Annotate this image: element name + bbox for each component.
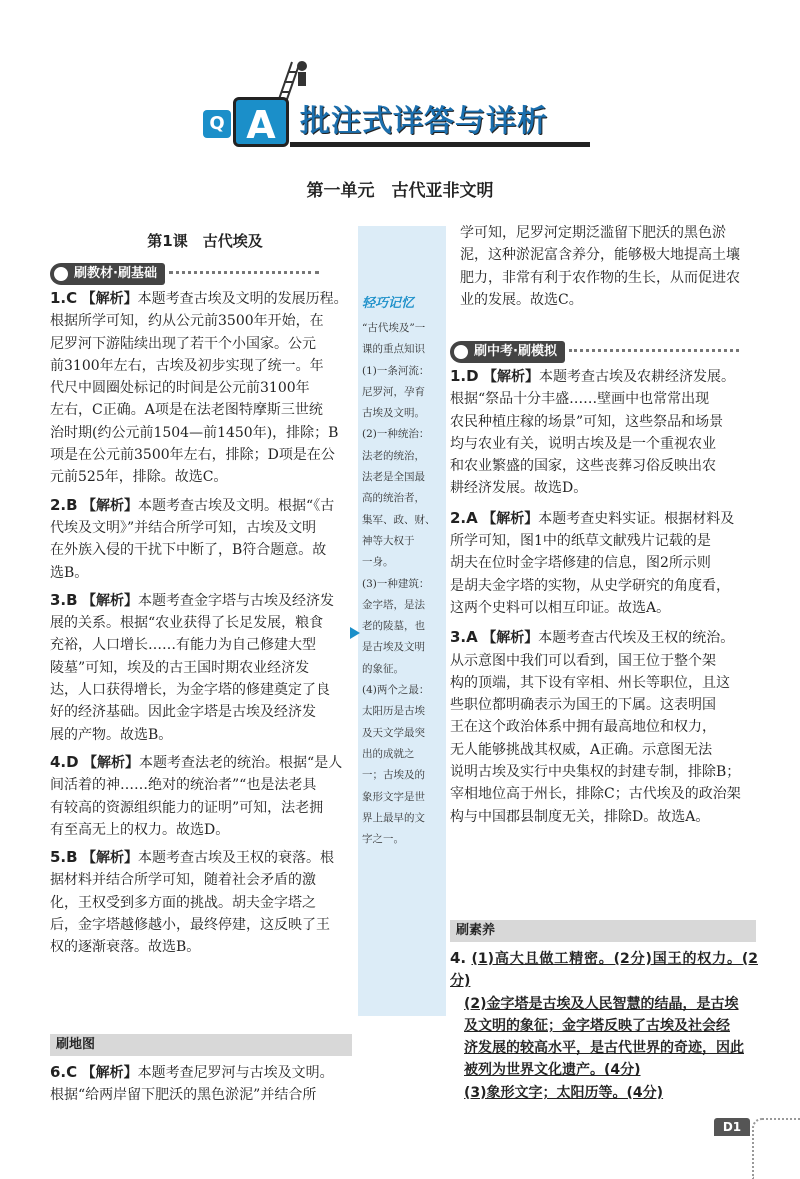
section-map: 刷地图 <box>50 1034 352 1056</box>
header-q-badge: Q <box>203 110 231 138</box>
sidebar-line: 古埃及文明。 <box>362 407 425 420</box>
sidebar-line: 尼罗河，孕育 <box>362 385 425 398</box>
sidebar-line: (2)一种统治： <box>362 428 430 441</box>
sidebar-line: 老的陵墓，也 <box>362 620 425 633</box>
answer-block-1: 1.C 【解析】本题考查古埃及文明的发展历程。 根据所学可知，约从公元前3500年开始，在 尼罗河下游陆续出现了若干个小国家。公元 前3100年左右，古埃及初步实现了统一。年 代尺中圆圈处标记的时间是公元前3100年 左右，C正确。A项是在法老图特摩斯三世统 治时期(约公元前1504—前1450年)，排除；B 项是在公元前3500年左右，排除；D项是在公 元前525年，排除。故选C。 2.B 【解析】本题考查古埃及文明。根据“《古 代埃及文明》”并结合所学可知，古埃及文明 在外族入侵的干扰下中断了，B符合题意。故 选B。 3.B 【解析】本题考查金字塔与古埃及经济发 展的关系。根据“农业获得了长足发展，粮食 充裕，人口增长……有能力为自己修建大型 陵墓”可知，埃及的古王国时期农业经济发 达，人口获得增长，为金字塔的修建奠定了良 好的经济基础。因此金字塔是古埃及经济发 展的产物。故选B。 4.D 【解析】本题考查法老的统治。根据“是人 间活着的神……绝对的统治者”“也是法老具 有较高的资源组织能力的证明”可知，法老拥 有至高无上的权力。故选D。 5.B 【解析】本题考查古埃及王权的衰落。根 据材料并结合所学可知，随着社会矛盾的激 化，王权受到多方面的挑战。胡夫金字塔之 后，金字塔越修越小，最终停建，这反映了王 权的逐渐衰落。故选B。 <box>50 289 348 956</box>
brush-icon <box>452 343 470 361</box>
sidebar-line: 法老是全国最 <box>362 471 425 484</box>
sidebar-line: 集军、政、财、 <box>362 513 436 526</box>
sidebar-line: (1)一条河流： <box>362 364 430 377</box>
sidebar-line: 是古埃及文明 <box>362 641 425 654</box>
sidebar-line: 一身。 <box>362 556 394 569</box>
continuation-block: 学可知，尼罗河定期泛滥留下肥沃的黑色淤 泥，这种淤泥富含养分，能够极大地提高土壤 肥力，非常有利于农作物的生长，从而促进农 业的发展。故选C。 <box>460 225 740 308</box>
sidebar-line: (4)两个之最： <box>362 684 430 697</box>
section-literacy: 刷素养 <box>450 920 756 942</box>
sidebar-line: 法老的统治， <box>362 449 425 462</box>
lesson-title: 第1课 古代埃及 <box>147 232 263 250</box>
sidebar-heading: 轻巧记忆 <box>362 296 415 311</box>
sidebar-line: 的象征。 <box>362 662 404 675</box>
header-a-badge: A <box>233 97 289 147</box>
sidebar-line: 象形文字是世 <box>362 790 425 803</box>
sidebar-line: 金字塔，是法 <box>362 598 425 611</box>
page-corner-decoration <box>752 1118 800 1179</box>
sidebar-line: (3)一种建筑： <box>362 577 430 590</box>
sidebar-line: “古代埃及”一 <box>362 322 426 334</box>
sidebar-line: 课的重点知识 <box>362 343 425 356</box>
section-exam <box>450 340 760 362</box>
section-label: 刷教材·刷基础 <box>74 266 157 281</box>
page-number: D1 <box>714 1118 750 1136</box>
literacy-answer: 4. (1)高大且做工精密。(2分)国王的权力。(2分) (2)金字塔是古埃及人民智慧的结晶，是古埃 及文明的象征；金字塔反映了古埃及社会经 济发展的较高水平，是古代世界的奇迹，因此 被列为世界文化遗产。(4分) (3)象形文字；太阳历等。(4分) <box>450 949 759 1101</box>
sidebar-line: 界上最早的文 <box>362 811 425 824</box>
answer-block-6: 6.C 【解析】本题考查尼罗河与古埃及文明。 根据“给两岸留下肥沃的黑色淤泥”并结合所 <box>50 1063 334 1104</box>
exam-answers: 1.D 【解析】本题考查古埃及农耕经济发展。 根据“祭品十分丰盛……壁画中也常常出现 农民种植庄稼的场景”可知，这些祭品和场景 均与农业有关，说明古埃及是一个重视农业 和农业繁盛的国家，这些丧葬习俗反映出农 耕经济发展。故选D。 2.A 【解析】本题考查史料实证。根据材料及 所学可知，图1中的纸草文献残片记载的是 胡夫在位时金字塔修建的信息，图2所示则 是胡夫金字塔的实物，从史学研究的角度看， 这两个史料可以相互印证。故选A。 3.A 【解析】本题考查古代埃及王权的统治。 从示意图中我们可以看到，国王位于整个架 构的顶端，其下设有宰相、州长等职位，且这 些职位都明确表示为国王的下属。这表明国 王在这个政治体系中拥有最高地位和权力， 无人能够挑战其权威，A正确。示意图无法 说明古埃及实行中央集权的封建专制，排除B； 宰相地位高于州长，排除C；古代埃及的政治架 构与中国郡县制度无关，排除D。故选A。 <box>450 367 741 825</box>
unit-title: 第一单元 古代亚非文明 <box>306 181 494 201</box>
section-base <box>50 262 350 284</box>
sidebar-line: 及天文学最突 <box>362 726 425 739</box>
brush-icon <box>52 265 70 283</box>
page-title: 批注式详答与详析 <box>300 100 620 144</box>
sidebar-line: 高的统治者， <box>362 492 425 505</box>
sidebar-line: 字之一。 <box>362 833 404 846</box>
sidebar-line: 出的成就之 <box>362 747 415 760</box>
sidebar-body <box>362 318 442 850</box>
sidebar-line: 太阳历是古埃 <box>362 705 425 718</box>
title-rule <box>290 142 590 147</box>
sidebar-line: 神等大权于 <box>362 534 415 547</box>
sidebar-line: 一；古埃及的 <box>362 769 425 782</box>
section-label: 刷中考·刷模拟 <box>474 344 557 359</box>
